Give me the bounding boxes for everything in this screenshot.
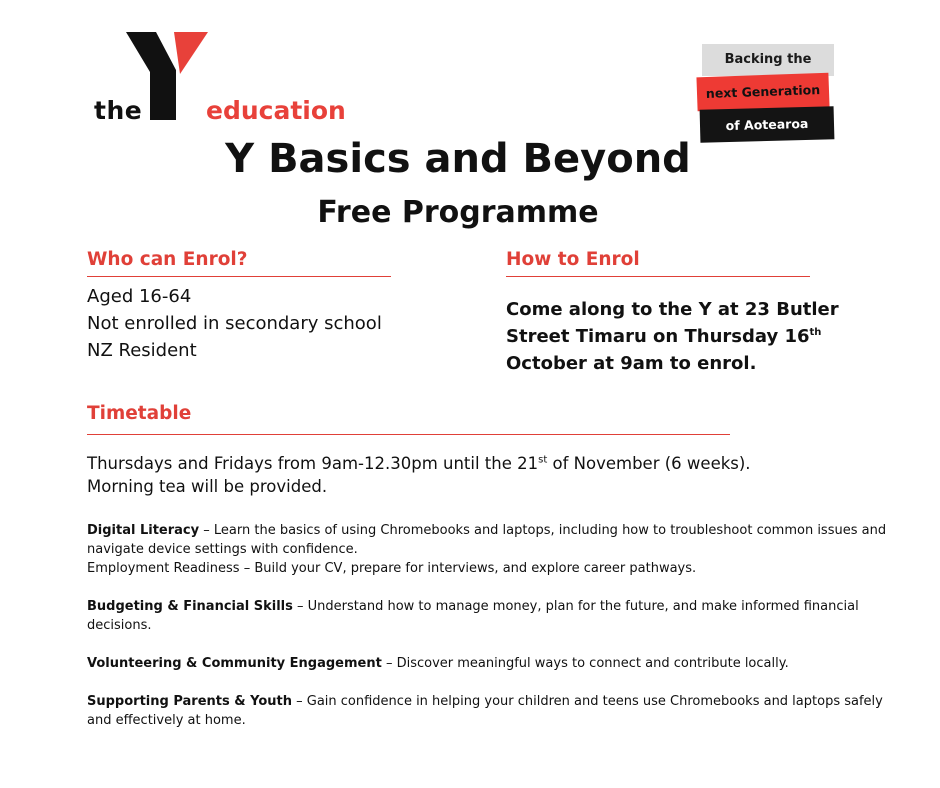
course-item bbox=[87, 521, 887, 578]
course-item bbox=[87, 654, 887, 673]
who-can-enrol-heading: Who can Enrol? bbox=[87, 249, 248, 270]
how-to-enrol-heading: How to Enrol bbox=[506, 249, 640, 270]
course-item bbox=[87, 692, 887, 730]
page-title: Y Basics and Beyond bbox=[225, 136, 691, 182]
course-description: – Understand how to manage money, plan for the future, and make informed financial decisions. bbox=[87, 599, 859, 633]
badge-line-2: next Generation bbox=[696, 73, 829, 112]
badge-line-1: Backing the bbox=[702, 44, 834, 76]
course-name: Budgeting & Financial Skills bbox=[87, 599, 293, 614]
how-text-part: Come along to the Y at 23 Butler Street Timaru on Thursday 16 bbox=[506, 299, 839, 347]
how-text-part: October at 9am to enrol. bbox=[506, 353, 757, 374]
eligibility-item: Aged 16-64 bbox=[87, 286, 192, 307]
course-name: Supporting Parents & Youth bbox=[87, 694, 292, 709]
timetable-line: Morning tea will be provided. bbox=[87, 477, 328, 496]
timetable-divider bbox=[87, 434, 730, 435]
logo-the-text: the bbox=[94, 96, 143, 125]
page-subtitle: Free Programme bbox=[317, 195, 599, 230]
how-divider bbox=[506, 276, 810, 277]
who-divider bbox=[87, 276, 391, 277]
eligibility-item: NZ Resident bbox=[87, 340, 197, 361]
course-name: Volunteering & Community Engagement bbox=[87, 656, 382, 671]
eligibility-list bbox=[87, 283, 387, 364]
how-text-superscript: th bbox=[809, 327, 822, 338]
logo-education-text: education bbox=[206, 96, 346, 125]
course-item bbox=[87, 597, 887, 635]
timetable-text bbox=[87, 452, 887, 498]
course-description: – Gain confidence in helping your children and teens use Chromebooks and laptops safely and effectively at home. bbox=[87, 694, 883, 728]
course-extra: Employment Readiness – Build your CV, prepare for interviews, and explore career pathways. bbox=[87, 561, 697, 576]
how-to-enrol-text bbox=[506, 296, 846, 377]
timetable-superscript: st bbox=[538, 454, 548, 466]
badge-line-3: of Aotearoa bbox=[700, 106, 835, 142]
course-description: – Learn the basics of using Chromebooks and laptops, including how to troubleshoot common issues and navigate device settings with confidence. bbox=[87, 523, 887, 557]
eligibility-item: Not enrolled in secondary school bbox=[87, 313, 382, 334]
course-name: Digital Literacy bbox=[87, 523, 200, 538]
timetable-heading: Timetable bbox=[87, 403, 192, 424]
course-description: – Discover meaningful ways to connect and contribute locally. bbox=[381, 656, 789, 671]
timetable-line: Thursdays and Fridays from 9am-12.30pm until the 21st of November (6 weeks). bbox=[87, 454, 751, 473]
